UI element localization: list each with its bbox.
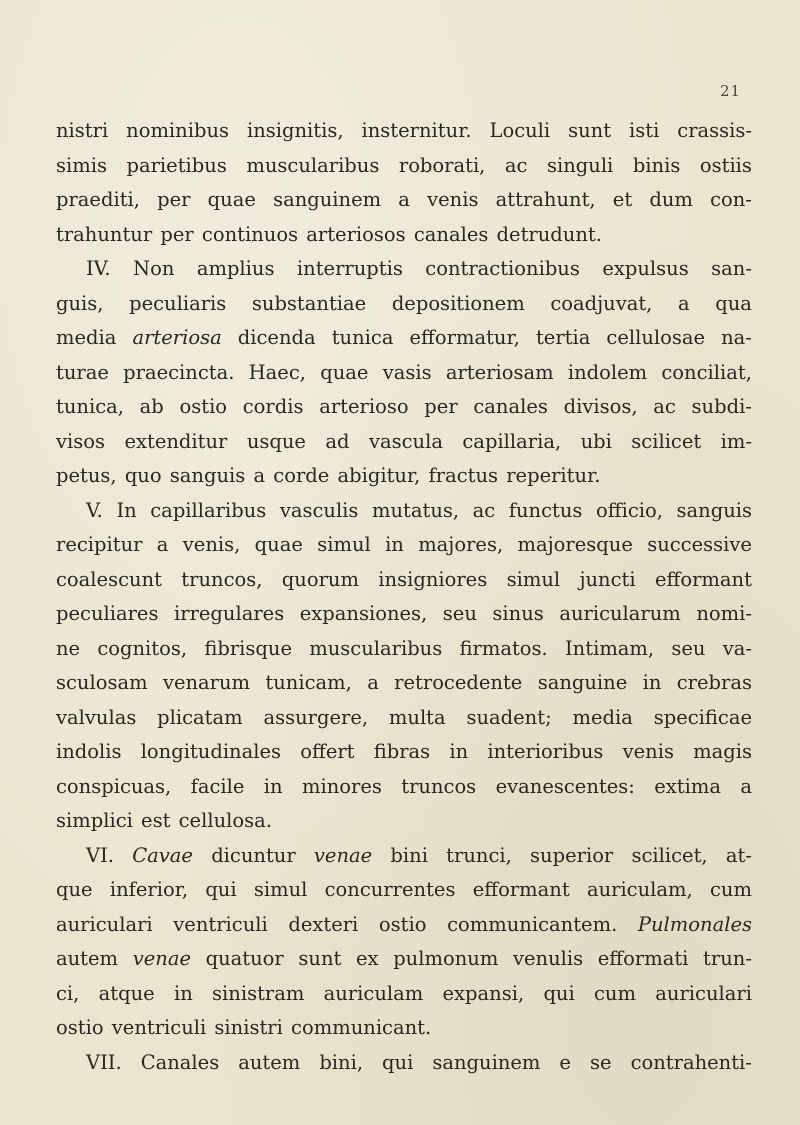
page-number: 21 (720, 82, 742, 100)
word: trun- (703, 947, 752, 970)
word: scilicet, (631, 843, 708, 867)
word: at- (725, 843, 752, 867)
word: qui (543, 981, 575, 1005)
word: qua (715, 291, 752, 315)
word: dexteri (288, 912, 359, 936)
text-line (56, 977, 752, 1012)
word: ex (356, 947, 379, 970)
word: ci, (56, 981, 80, 1005)
word: capillaria, (462, 429, 562, 453)
word: suadent; (466, 705, 552, 729)
word: a (678, 291, 690, 315)
text-line (56, 1011, 752, 1046)
word: simul (506, 567, 561, 591)
word: indolis (56, 740, 122, 763)
word: truncos, (181, 567, 263, 591)
word: nistri (56, 119, 109, 142)
word: bini, (319, 1050, 364, 1074)
word: muscularibus (309, 636, 443, 660)
word: ac (472, 498, 496, 522)
word: insigniores (378, 567, 488, 591)
text-line (56, 459, 752, 494)
word: ac (653, 395, 676, 418)
word: ostio (179, 395, 228, 418)
word: Loculi (489, 119, 551, 142)
word: praecincta. (123, 360, 235, 384)
word: va- (722, 636, 752, 660)
word: sanguinem (432, 1050, 541, 1074)
word: expulsus (602, 257, 689, 280)
italic-term: Pulmonales (637, 912, 752, 936)
word: canales (473, 395, 548, 418)
word: IV. (86, 257, 111, 280)
word: peculiares (56, 602, 159, 625)
word: efformati (597, 947, 689, 970)
word: sanguinem (273, 188, 382, 211)
word: sunt (298, 947, 342, 970)
text-line (56, 666, 752, 701)
word: substantiae (251, 291, 367, 315)
word: san- (711, 257, 752, 280)
text-line (56, 1046, 752, 1081)
word: expansiones, (299, 602, 428, 625)
text-line (56, 770, 752, 805)
word: cum (709, 878, 752, 901)
word: auriculam (323, 981, 424, 1005)
word: pulmonum (393, 947, 499, 970)
word: a (156, 533, 169, 556)
word: a (367, 671, 379, 694)
word: extenditur (124, 429, 228, 453)
word: quatuor (205, 947, 284, 970)
word: singuli (546, 153, 614, 177)
word: auriculam, (586, 878, 693, 901)
text-line (56, 597, 752, 632)
word: efformatur, (409, 326, 520, 349)
word: venis, (182, 533, 241, 556)
word: efformant (654, 567, 752, 591)
word: facile (190, 774, 245, 798)
word: juncti (579, 567, 636, 591)
word: conciliat, (661, 360, 752, 384)
word: cum (594, 981, 636, 1005)
text-line (56, 873, 752, 908)
word: sinus (492, 602, 544, 625)
text-line (56, 735, 752, 770)
word: functus (508, 498, 583, 522)
word: simis (56, 153, 107, 177)
word: successive (647, 533, 752, 556)
word: ubi (580, 429, 612, 453)
text-line (56, 218, 752, 253)
word: indolem (567, 360, 648, 384)
word: expansi, (442, 981, 525, 1005)
word: minores (301, 774, 382, 798)
word: Canales (140, 1050, 220, 1074)
word: ac (504, 153, 528, 177)
text-line (56, 942, 752, 977)
word: dum (649, 188, 693, 211)
word: atque (98, 981, 155, 1005)
italic-term: arteriosa (132, 326, 222, 349)
word: arteriosam (445, 360, 554, 384)
word: fibras (373, 740, 431, 763)
text-line (56, 632, 752, 667)
italic-term: venae (313, 843, 373, 867)
word: fibrisque (204, 636, 292, 660)
text-line (56, 563, 752, 598)
text-line (56, 183, 752, 218)
word: isti (629, 119, 660, 142)
text-segment: trahuntur per continuos arteriosos canales detrudunt. (56, 222, 602, 246)
word: venis (427, 188, 479, 211)
word: attrahunt, (495, 188, 596, 211)
word: retrocedente (394, 671, 523, 694)
text-line (56, 356, 752, 391)
word: irregulares (174, 602, 285, 625)
word: plicatam (157, 705, 243, 729)
word: interioribus (487, 740, 604, 763)
word: ad (325, 429, 350, 453)
text-line (56, 701, 752, 736)
word: visos (56, 429, 106, 453)
word: praediti, (56, 188, 140, 211)
word: simul (317, 533, 371, 556)
word: in (642, 671, 662, 694)
text-line (56, 114, 752, 149)
word: cordis (242, 395, 304, 418)
word: quae (207, 188, 256, 211)
word: conspicuas, (56, 774, 172, 798)
word: peculiaris (129, 291, 227, 315)
word: media (56, 326, 117, 349)
word: crassis- (677, 119, 752, 142)
word: venis (622, 740, 674, 763)
word: firmatos. (459, 636, 548, 660)
word: autem (238, 1050, 301, 1074)
word: venarum (162, 671, 251, 694)
word: VI. (86, 843, 114, 867)
word: multa (388, 705, 446, 729)
word: cognitos, (97, 636, 188, 660)
word: tertia (535, 326, 591, 349)
word: truncos (401, 774, 477, 798)
word: majores, (418, 533, 504, 556)
word: extima (654, 774, 721, 798)
word: ventriculi (173, 912, 268, 936)
word: nominibus (126, 119, 230, 142)
word: V. (86, 498, 103, 522)
word: a (398, 188, 410, 211)
word: quorum (281, 567, 359, 591)
word: sunt (568, 119, 612, 142)
word: qui (382, 1050, 414, 1074)
word: communicantem. (447, 912, 618, 936)
word: ostio (378, 912, 427, 936)
word: se (589, 1050, 612, 1074)
text-line (56, 494, 752, 529)
italic-term: Cavae (132, 843, 193, 867)
word: specificae (653, 705, 752, 729)
word: im- (720, 429, 752, 453)
word: vascula (368, 429, 443, 453)
word: recipitur (56, 533, 143, 556)
word: binis (632, 153, 681, 177)
word: valvulas (56, 705, 137, 729)
word: que (56, 878, 93, 901)
word: media (572, 705, 633, 729)
word: evanescentes: (495, 774, 635, 798)
word: a (740, 774, 752, 798)
word: VII. (86, 1050, 122, 1074)
word: auriculari (56, 912, 153, 936)
word: scilicet (631, 429, 702, 453)
word: turae (56, 360, 109, 384)
word: sinistram (212, 981, 305, 1005)
italic-term: venae (132, 947, 191, 970)
word: superior (530, 843, 614, 867)
word: seu (442, 602, 477, 625)
word: coadjuvat, (550, 291, 653, 315)
word: sanguine (537, 671, 628, 694)
word: insternitur. (361, 119, 472, 142)
word: sculosam (56, 671, 148, 694)
word: subdi- (691, 395, 752, 418)
word: parietibus (126, 153, 227, 177)
word: auricularum (559, 602, 681, 625)
word: autem (56, 947, 119, 970)
word: in (173, 981, 193, 1005)
word: crebras (676, 671, 752, 694)
word: arterioso (319, 395, 409, 418)
word: con- (710, 188, 752, 211)
word: Intimam, (564, 636, 655, 660)
word: cellulosae (606, 326, 706, 349)
word: ostiis (699, 153, 752, 177)
word: In (116, 498, 137, 522)
word: bini (390, 843, 428, 867)
word: coalescunt (56, 567, 162, 591)
word: per (157, 188, 191, 211)
word: trunci, (446, 843, 512, 867)
word: in (449, 740, 469, 763)
word: auriculari (655, 981, 752, 1005)
word: vasis (382, 360, 432, 384)
text-line (56, 425, 752, 460)
word: depositionem (391, 291, 525, 315)
word: simul (253, 878, 308, 901)
text-line (56, 839, 752, 874)
text-line (56, 528, 752, 563)
word: capillaribus (150, 498, 267, 522)
word: seu (671, 636, 706, 660)
word: ne (56, 636, 81, 660)
text-line (56, 287, 752, 322)
word: sanguis (676, 498, 752, 522)
word: longitudinales (140, 740, 282, 763)
word: tunica (331, 326, 394, 349)
word: concurrentes (324, 878, 456, 901)
text-line (56, 390, 752, 425)
word: qui (205, 878, 237, 901)
word: tunica, (56, 395, 124, 418)
word: et (612, 188, 633, 211)
text-line (56, 804, 752, 839)
word: vasculis (279, 498, 359, 522)
word: ab (139, 395, 164, 418)
text-line (56, 252, 752, 287)
word: officio, (596, 498, 663, 522)
word: e (559, 1050, 571, 1074)
word: dicenda (237, 326, 316, 349)
word: Haec, (248, 360, 306, 384)
text-line (56, 908, 752, 943)
word: interruptis (296, 257, 403, 280)
word: nomi- (696, 602, 752, 625)
word: quae (254, 533, 303, 556)
word: magis (693, 740, 752, 763)
word: in (385, 533, 404, 556)
word: mutatus, (371, 498, 460, 522)
word: roborati, (398, 153, 486, 177)
word: dicuntur (211, 843, 296, 867)
word: in (263, 774, 283, 798)
word: guis, (56, 291, 104, 315)
word: Non (133, 257, 175, 280)
word: divisos, (563, 395, 638, 418)
body-text (56, 114, 752, 1080)
text-line (56, 321, 752, 356)
word: assurgere, (263, 705, 369, 729)
word: venulis (512, 947, 584, 970)
text-segment: petus, quo sanguis a corde abigitur, fractus reperitur. (56, 464, 601, 487)
word: majoresque (517, 533, 633, 556)
text-segment: ostio ventriculi sinistri communicant. (56, 1016, 432, 1039)
word: tunicam, (265, 671, 352, 694)
word: amplius (196, 257, 275, 280)
word: contractionibus (425, 257, 580, 280)
word: na- (721, 326, 752, 349)
word: quae (320, 360, 369, 384)
word: contrahenti- (630, 1050, 752, 1074)
word: per (424, 395, 458, 418)
word: efformant (472, 878, 570, 901)
text-segment: simplici est cellulosa. (56, 809, 272, 832)
word: insignitis, (246, 119, 344, 142)
text-line (56, 149, 752, 184)
word: muscularibus (246, 153, 380, 177)
word: inferior, (109, 878, 189, 901)
word: usque (246, 429, 306, 453)
word: offert (300, 740, 355, 763)
